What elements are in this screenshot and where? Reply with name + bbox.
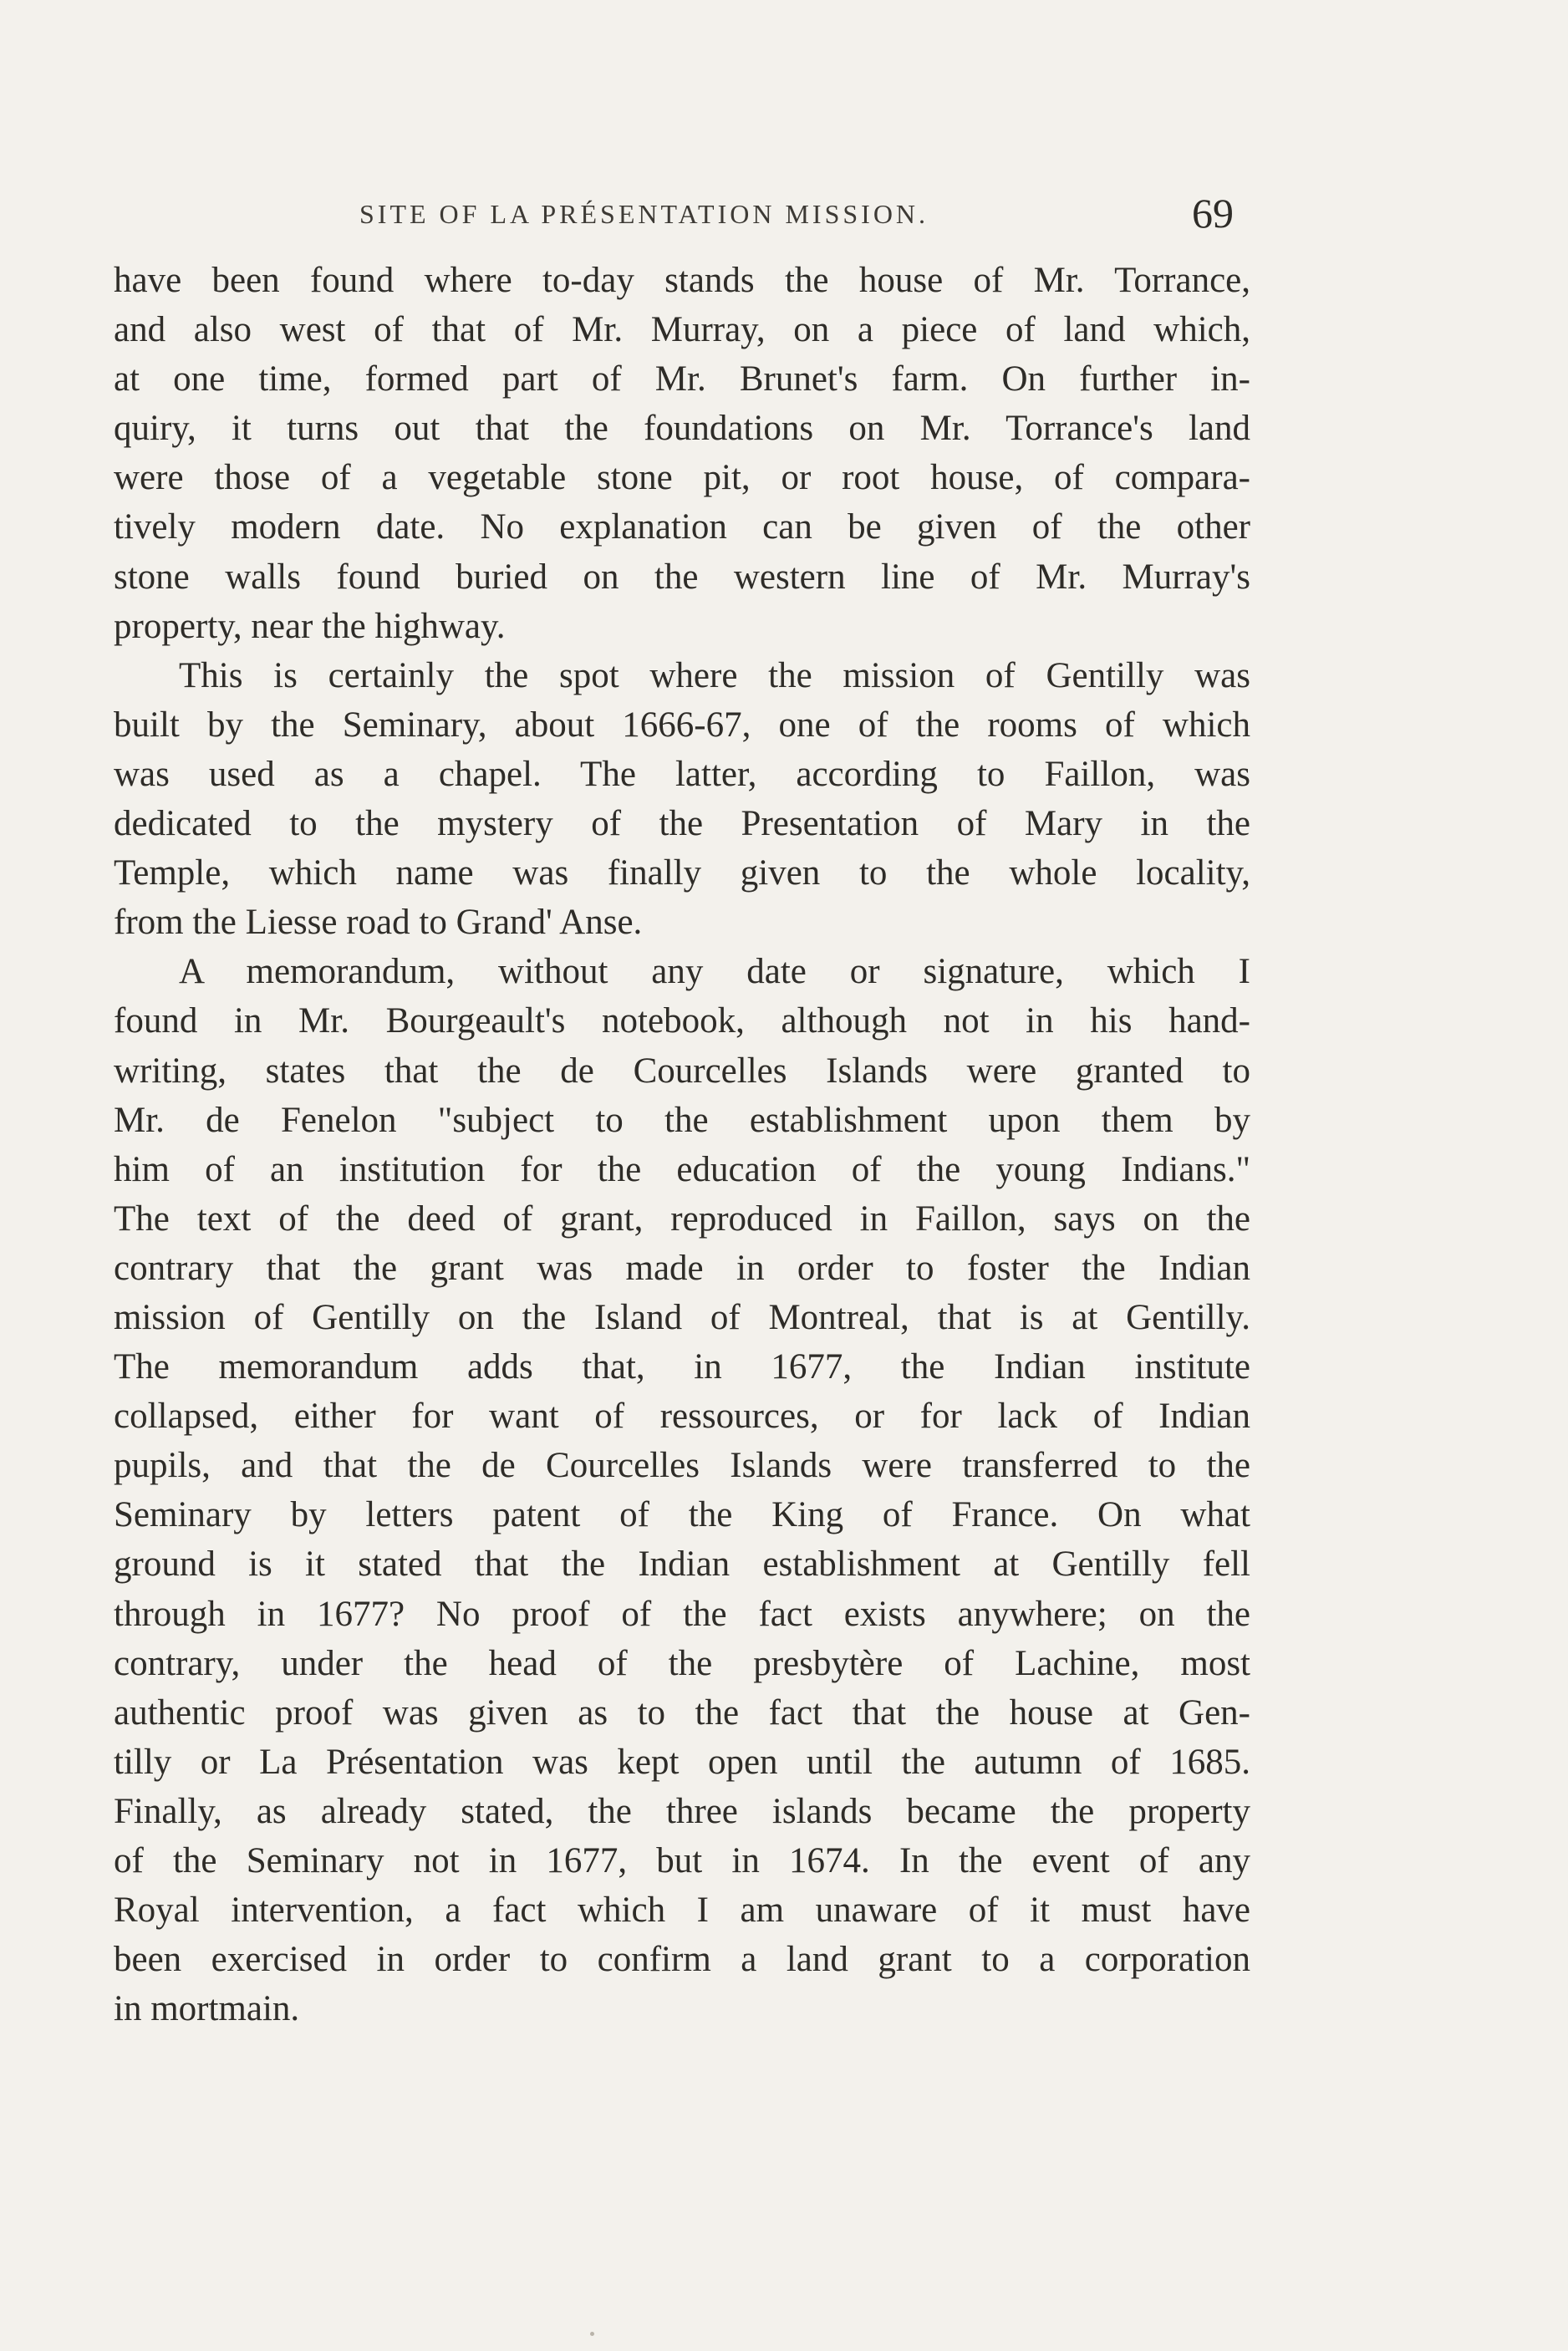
text-line: been exercised in order to confirm a land grant to a corporation — [114, 1940, 1250, 1980]
text-line: through in 1677? No proof of the fact exists anywhere; on the — [114, 1594, 1250, 1634]
text-line: Finally, as already stated, the three islands became the property — [114, 1791, 1250, 1831]
text-line: have been found where to-day stands the house of Mr. Torrance, — [114, 261, 1250, 300]
text-line: was used as a chapel. The latter, according to Faillon, was — [114, 754, 1250, 794]
text-line: from the Liesse road to Grand' Anse. — [114, 903, 643, 943]
text-line: property, near the highway. — [114, 606, 506, 646]
text-line: and also west of that of Mr. Murray, on a piece of land which, — [114, 310, 1250, 350]
text-line: were those of a vegetable stone pit, or root house, of compara- — [114, 458, 1250, 498]
paper-speck — [590, 2332, 594, 2336]
text-line: authentic proof was given as to the fact that the house at Gen- — [114, 1692, 1250, 1733]
text-line: of the Seminary not in 1677, but in 1674. In the event of any — [114, 1841, 1250, 1880]
text-line: in mortmain. — [114, 1989, 300, 2029]
text-line: Royal intervention, a fact which I am unaware of it must have — [114, 1890, 1250, 1931]
text-line: dedicated to the mystery of the Presentation of Mary in the — [114, 804, 1250, 844]
text-line: Seminary by letters patent of the King of France. On what — [114, 1495, 1250, 1535]
text-line: tilly or La Présentation was kept open until the autumn of 1685. — [114, 1742, 1250, 1782]
text-line: at one time, formed part of Mr. Brunet's farm. On further in- — [114, 359, 1250, 399]
text-line: writing, states that the de Courcelles Islands were granted to — [114, 1051, 1250, 1091]
text-line: collapsed, either for want of ressources, or for lack of Indian — [114, 1397, 1250, 1437]
text-line: built by the Seminary, about 1666-67, one of the rooms of which — [114, 705, 1250, 745]
text-line: stone walls found buried on the western line of Mr. Murray's — [114, 557, 1250, 597]
page-number: 69 — [1192, 190, 1234, 237]
text-line: mission of Gentilly on the Island of Montreal, that is at Gentilly. — [114, 1297, 1250, 1337]
text-line: The memorandum adds that, in 1677, the Indian institute — [114, 1347, 1250, 1387]
text-line: contrary, under the head of the presbytère of Lachine, most — [114, 1643, 1250, 1683]
running-title: SITE OF LA PRÉSENTATION MISSION. — [359, 199, 929, 229]
text-line: This is certainly the spot where the mission of Gentilly was — [179, 655, 1250, 695]
body-text — [114, 256, 1250, 2033]
text-line: quiry, it turns out that the foundations on Mr. Torrance's land — [114, 409, 1250, 449]
text-line: Temple, which name was finally given to the whole locality, — [114, 853, 1250, 893]
text-line: The text of the deed of grant, reproduced in Faillon, says on the — [114, 1198, 1250, 1239]
text-line: Mr. de Fenelon "subject to the establishment upon them by — [114, 1100, 1250, 1140]
text-line: contrary that the grant was made in order to foster the Indian — [114, 1248, 1250, 1288]
text-line: pupils, and that the de Courcelles Islands were transferred to the — [114, 1446, 1250, 1486]
text-line: ground is it stated that the Indian establishment at Gentilly fell — [114, 1544, 1250, 1585]
text-line: found in Mr. Bourgeault's notebook, although not in his hand- — [114, 1001, 1250, 1041]
text-line: him of an institution for the education of the young Indians." — [114, 1149, 1250, 1189]
text-line: A memorandum, without any date or signature, which I — [179, 952, 1250, 992]
text-line: tively modern date. No explanation can be given of the other — [114, 507, 1250, 547]
